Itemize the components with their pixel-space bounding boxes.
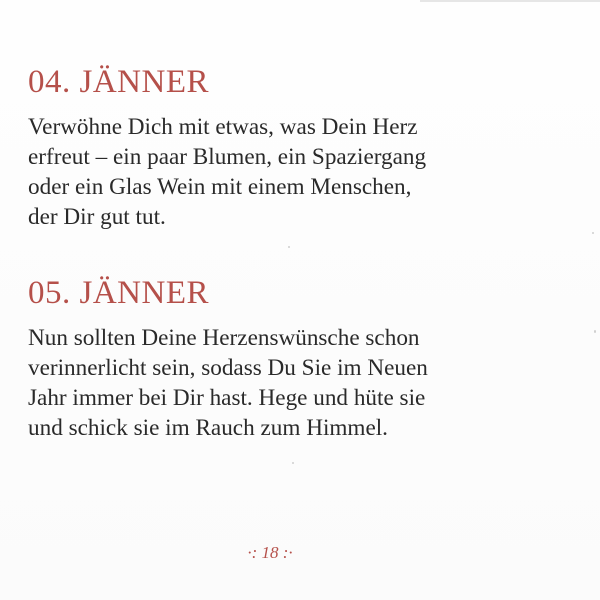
page-edge (420, 0, 600, 2)
paper-speck (592, 232, 594, 234)
text-line: verinnerlicht sein, sodass Du Sie im Neuen (28, 355, 428, 381)
paper-speck (594, 330, 596, 333)
text-line: Verwöhne Dich mit etwas, was Dein Herz (28, 114, 418, 140)
page-number: ·: 18 :· (247, 543, 293, 562)
text-line: oder ein Glas Wein mit einem Menschen, (28, 174, 412, 200)
entry-heading: 04. JÄNNER (28, 64, 210, 100)
text-line: Jahr immer bei Dir hast. Hege und hüte sie (28, 385, 426, 411)
text-line: erfreut – ein paar Blumen, ein Spaziergang (28, 144, 427, 170)
entry-heading: 05. JÄNNER (28, 275, 210, 311)
text-line: und schick sie im Rauch zum Himmel. (28, 415, 388, 441)
text-line: der Dir gut tut. (28, 204, 166, 230)
entry-text (28, 323, 573, 443)
text-line: Nun sollten Deine Herzenswünsche schon (28, 325, 420, 351)
paper-speck (288, 246, 290, 248)
entry-text (28, 112, 573, 232)
paper-speck (292, 462, 294, 464)
entry-january-4 (28, 62, 573, 232)
entry-january-5 (28, 273, 573, 443)
